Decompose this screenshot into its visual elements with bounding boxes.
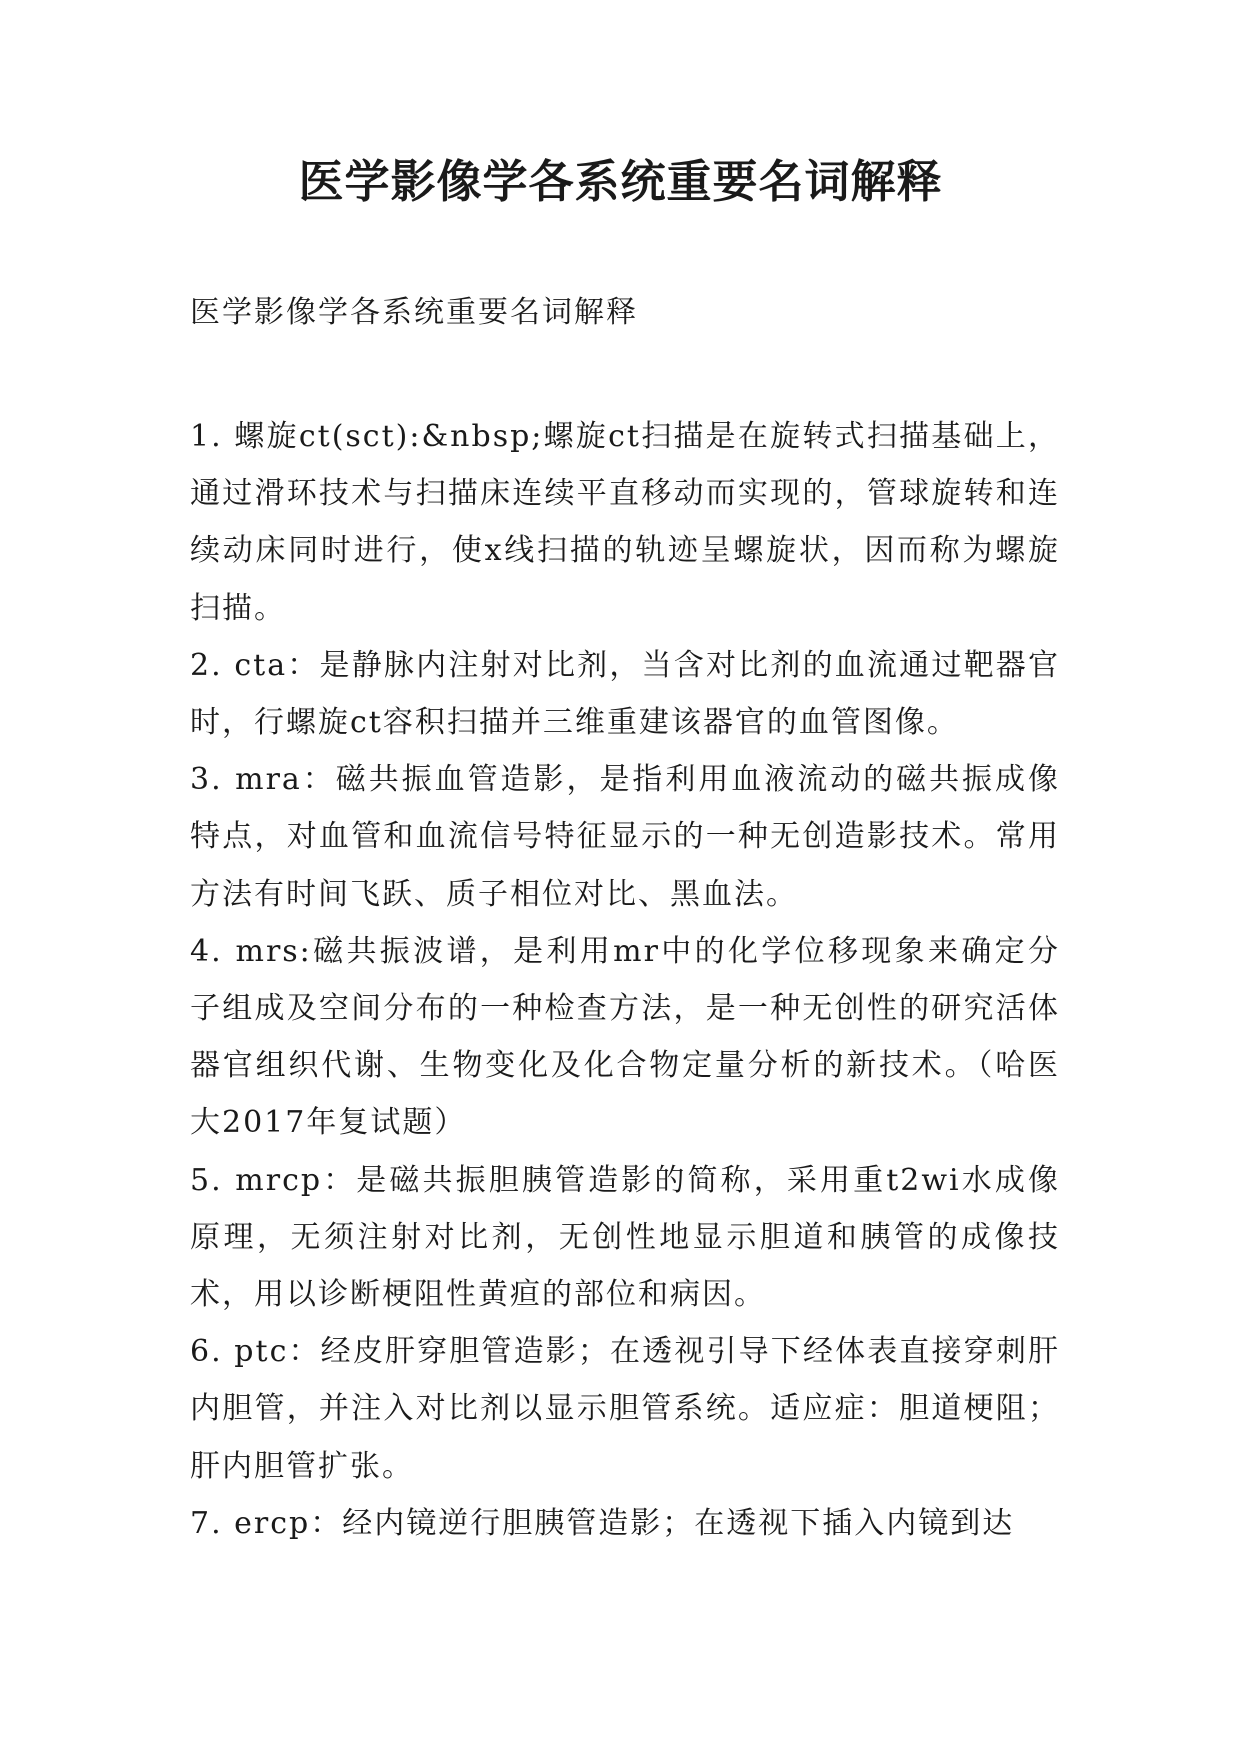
paragraph-term-2: 2. cta：是静脉内注射对比剂，当含对比剂的血流通过靶器官时，行螺旋ct容积扫描并三维重建该器官的血管图像。 [190, 647, 1060, 741]
page-title: 医学影像学各系统重要名词解释 [298, 155, 943, 208]
paragraph-term-6: 6. ptc：经皮肝穿胆管造影；在透视引导下经体表直接穿刺肝内胆管，并注入对比剂以显示胆管系统。适应症：胆道梗阻；肝内胆管扩张。 [190, 1334, 1060, 1484]
paragraph-term-5: 5. mrcp：是磁共振胆胰管造影的简称，采用重t2wi水成像原理，无须注射对比剂，无创性地显示胆道和胰管的成像技术，用以诊断梗阻性黄疸的部位和病因。 [190, 1162, 1060, 1313]
document-subtitle: 医学影像学各系统重要名词解释 [190, 295, 638, 330]
paragraph-term-4: 4. mrs:磁共振波谱，是利用mr中的化学位移现象来确定分子组成及空间分布的一种检查方法，是一种无创性的研究活体器官组织代谢、生物变化及化合物定量分析的新技术。（哈医大2017年复试题） [190, 933, 1060, 1141]
paragraph-term-7: 7. ercp：经内镜逆行胆胰管造影；在透视下插入内镜到达 [190, 1505, 1015, 1541]
paragraph-term-3: 3. mra：磁共振血管造影，是指利用血液流动的磁共振成像特点，对血管和血流信号特征显示的一种无创造影技术。常用方法有时间飞跃、质子相位对比、黑血法。 [190, 762, 1060, 912]
document-body [190, 408, 1060, 1552]
paragraph-term-1: 1. 螺旋ct(sct):&nbsp;螺旋ct扫描是在旋转式扫描基础上，通过滑环技术与扫描床连续平直移动而实现的，管球旋转和连续动床同时进行，使x线扫描的轨迹呈螺旋状，因而称为螺旋扫描。 [190, 419, 1060, 626]
